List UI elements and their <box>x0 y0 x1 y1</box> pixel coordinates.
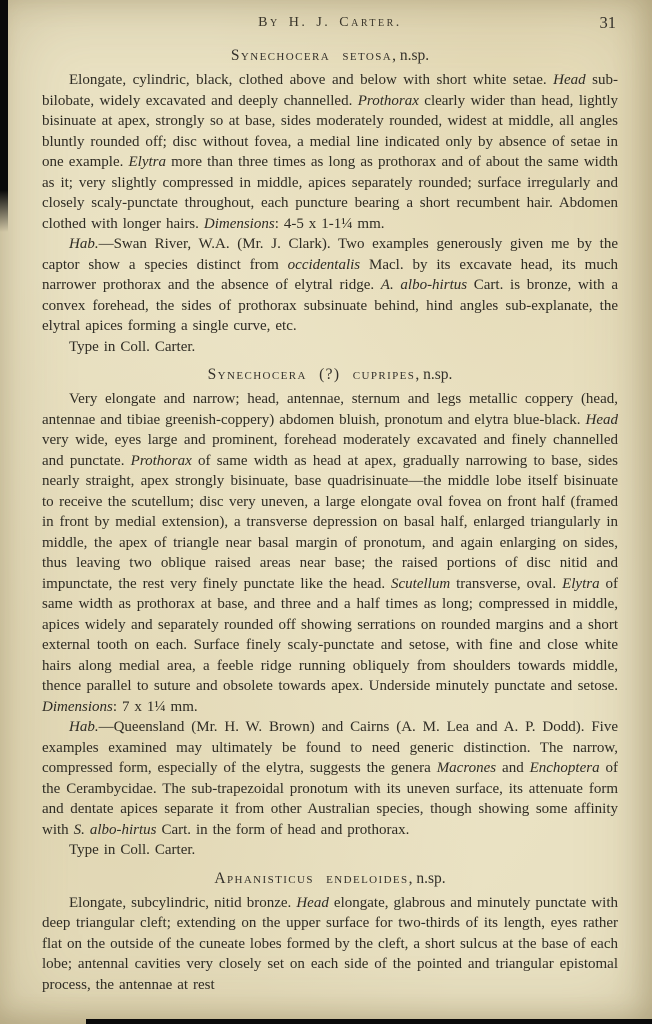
paragraph-type: Type in Coll. Carter. <box>69 338 196 355</box>
species-name: Synechocera setosa <box>230 47 393 64</box>
species-name: Synechocera (?) cupripes <box>207 366 416 383</box>
species-suffix: , n.sp. <box>415 366 453 383</box>
scan-edge-left <box>0 0 8 232</box>
running-header <box>42 13 618 35</box>
species-suffix: , n.sp. <box>392 47 430 64</box>
species-heading-cupripes <box>42 366 618 384</box>
scan-edge-bottom <box>86 1019 652 1024</box>
paragraph-description: Elongate, subcylindric, nitid bronze. Head elongate, glabrous and minutely punctate with deep triangular cleft; extending on the upper surface for two-thirds of its length, eyes rather flat on the outside of the cuneate lobes formed by the cleft, a short sulcus at the base of each lobe; antennal cavities very closely set on each side of the pointed and triangular epistomal process, the antennae at rest <box>42 894 618 993</box>
species-heading-endeloides <box>42 870 618 888</box>
paragraph-description: Very elongate and narrow; head, antennae, sternum and legs metallic coppery (head, antennae and tibiae greenish-coppery) abdomen bluish, pronotum and elytra blue-black. Head very wide, eyes large and prominent, forehead moderately excavated and finely channelled and punctate. Prothorax of same width as head at apex, gradually narrowing to base, sides nearly straight, apex strongly bisinuate, base quadrisinuate—the middle lobe itself bisinuate to receive the scutellum; disc very uneven, a large elongate oval fovea on front half (framed in front by medial extension), a transverse depression on basal half, enlarged triangularly in middle, the apex of triangle near basal margin of pronotum, and again enlarging on sides, thus leaving two oblique raised areas near base; the raised portions of disc nitid and impunctate, the rest very finely punctate like the head. Scutellum transverse, oval. Elytra of same width as prothorax at base, and three and a half times as long; compressed in middle, apices widely and separately rounded off showing serrations on rounded margins and a short external tooth on each. Surface finely scaly-punctate and setose, with fine and close white hairs along medial area, a feeble ridge running obliquely from shoulders towards middle, thence parallel to suture and obsolete towards apex. Underside minutely punctate and setose. Dimensions: 7 x 1¼ mm. <box>42 391 618 715</box>
paragraph-type: Type in Coll. Carter. <box>69 842 196 858</box>
paragraph-description: Elongate, cylindric, black, clothed above and below with short white setae. Head sub-bilobate, widely excavated and deeply channelled. Prothorax clearly wider than head, lightly bisinuate at apex, strongly so at base, sides moderately rounded, widest at middle, all angles bluntly rounded off; disc without fovea, a medial line indicated only by absence of setae in one example. Elytra more than three times as long as prothorax and of about the same width as it; very slightly compressed in middle, apices separately rounded; surface irregularly and closely scaly-punctate throughout, each puncture bearing a short recumbent hair. Abdomen clothed with longer hairs. Dimensions: 4-5 x 1-1¼ mm. <box>42 72 618 232</box>
species-heading-setosa <box>42 47 618 65</box>
species-name: Aphanisticus endeloides <box>214 869 409 887</box>
paragraph-habitat: Hab.—Swan River, W.A. (Mr. J. Clark). Two examples generously given me by the captor show a species distinct from occidentalis Macl. by its excavate head, its much narrower prothorax and the absence of elytral ridge. A. albo-hirtus Cart. is bronze, with a convex forehead, the sides of prothorax subsinuate behind, hind angles sub-explanate, the elytral apices forming a single curve, etc. <box>42 236 618 334</box>
page-number: 31 <box>599 13 616 32</box>
species-suffix: , n.sp. <box>408 869 446 887</box>
paragraph-habitat: Hab.—Queensland (Mr. H. W. Brown) and Cairns (A. M. Lea and A. P. Dodd). Five examples examined may ultimately be found to need generic distinction. The narrow, compressed form, especially of the elytra, suggests the genera Macrones and Enchoptera of the Cerambycidae. The sub-trapezoidal pronotum with its uneven surface, its attenuate form and dentate apices separate it from other Australian species, though showing some affinity with S. albo-hirtus Cart. in the form of head and prothorax. <box>42 719 618 838</box>
running-header-title: By H. J. Carter. <box>258 15 402 30</box>
